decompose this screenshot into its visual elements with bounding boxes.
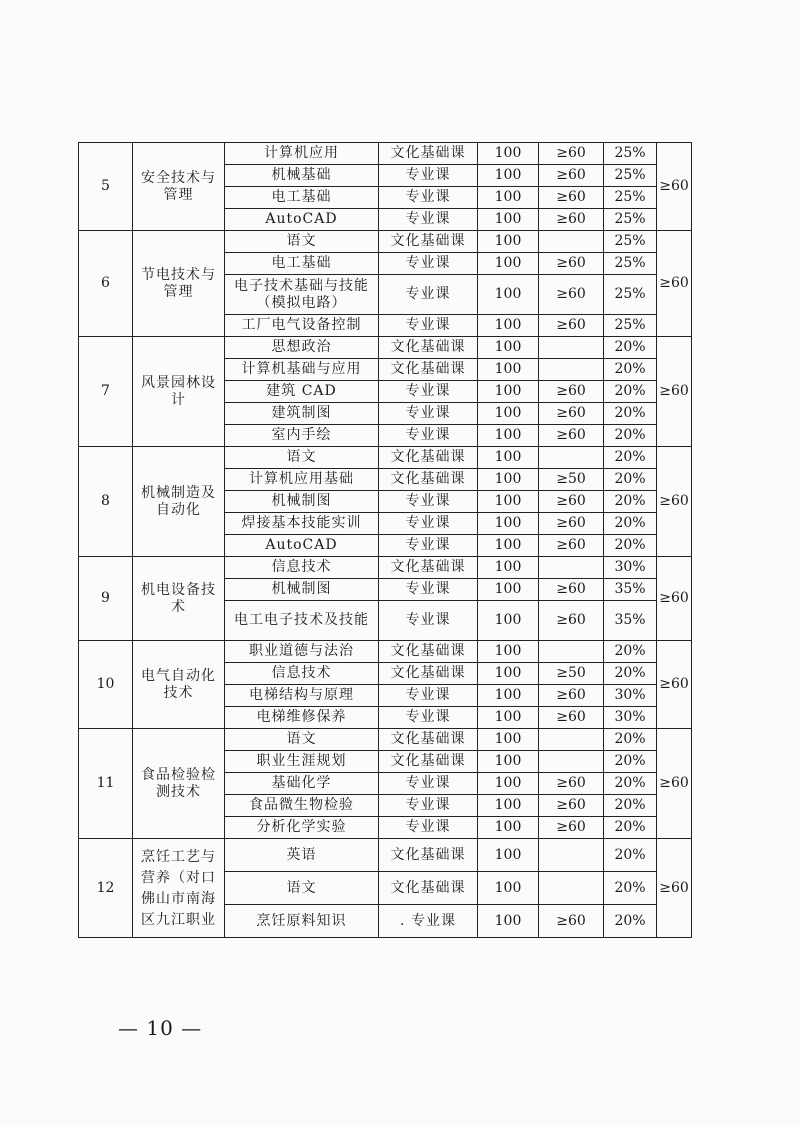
full-score: 100: [478, 905, 539, 938]
full-score: 100: [478, 663, 539, 685]
weight: 25%: [604, 187, 657, 209]
course-name: 信息技术: [225, 663, 379, 685]
full-score: 100: [478, 275, 539, 315]
pass-score: ≥60: [539, 773, 604, 795]
weight: 20%: [604, 403, 657, 425]
table-row: [79, 557, 692, 579]
overall-pass: ≥60: [657, 557, 692, 641]
course-type: 专业课: [379, 381, 478, 403]
full-score: 100: [478, 165, 539, 187]
score-table-body: [79, 143, 692, 938]
pass-score: ≥60: [539, 165, 604, 187]
weight: 20%: [604, 381, 657, 403]
weight: 20%: [604, 359, 657, 381]
weight: 20%: [604, 773, 657, 795]
full-score: 100: [478, 491, 539, 513]
major-name: 机械制造及自动化: [133, 447, 225, 557]
major-name: 烹饪工艺与营养（对口佛山市南海区九江职业: [133, 839, 225, 938]
table-row: [79, 447, 692, 469]
course-name: 职业道德与法治: [225, 641, 379, 663]
pass-score: ≥60: [539, 491, 604, 513]
course-name: 计算机应用: [225, 143, 379, 165]
pass-score: ≥60: [539, 579, 604, 601]
weight: 20%: [604, 337, 657, 359]
course-name: AutoCAD: [225, 535, 379, 557]
full-score: 100: [478, 839, 539, 872]
pass-score: [539, 231, 604, 253]
course-name: 语文: [225, 729, 379, 751]
course-type: 专业课: [379, 795, 478, 817]
course-type: 专业课: [379, 425, 478, 447]
course-type: 专业课: [379, 707, 478, 729]
course-type: 文化基础课: [379, 469, 478, 491]
full-score: 100: [478, 872, 539, 905]
course-name: 机械基础: [225, 165, 379, 187]
pass-score: ≥50: [539, 469, 604, 491]
course-type: 专业课: [379, 601, 478, 641]
course-name: 机械制图: [225, 579, 379, 601]
weight: 30%: [604, 707, 657, 729]
weight: 25%: [604, 143, 657, 165]
row-number: 5: [79, 143, 133, 231]
pass-score: ≥60: [539, 315, 604, 337]
full-score: 100: [478, 557, 539, 579]
course-type: 文化基础课: [379, 751, 478, 773]
weight: 25%: [604, 315, 657, 337]
weight: 20%: [604, 513, 657, 535]
full-score: 100: [478, 641, 539, 663]
weight: 30%: [604, 685, 657, 707]
course-name: 建筑制图: [225, 403, 379, 425]
weight: 20%: [604, 839, 657, 872]
row-number: 7: [79, 337, 133, 447]
course-name: 电子技术基础与技能（模拟电路）: [225, 275, 379, 315]
course-type: 专业课: [379, 817, 478, 839]
pass-score: [539, 447, 604, 469]
course-type: 专业课: [379, 187, 478, 209]
pass-score: [539, 839, 604, 872]
overall-pass: ≥60: [657, 641, 692, 729]
overall-pass: ≥60: [657, 337, 692, 447]
row-number: 11: [79, 729, 133, 839]
pass-score: ≥60: [539, 187, 604, 209]
full-score: 100: [478, 231, 539, 253]
pass-score: [539, 557, 604, 579]
full-score: 100: [478, 315, 539, 337]
course-name: 基础化学: [225, 773, 379, 795]
pass-score: ≥60: [539, 381, 604, 403]
major-name: 风景园林设计: [133, 337, 225, 447]
row-number: 12: [79, 839, 133, 938]
full-score: 100: [478, 143, 539, 165]
weight: 20%: [604, 751, 657, 773]
course-name: 食品微生物检验: [225, 795, 379, 817]
course-name: 电工基础: [225, 187, 379, 209]
page-number: — 10 —: [118, 1016, 203, 1040]
overall-pass: ≥60: [657, 231, 692, 337]
weight: 25%: [604, 253, 657, 275]
course-name: 语文: [225, 231, 379, 253]
table-row: [79, 641, 692, 663]
full-score: 100: [478, 403, 539, 425]
course-type: 专业课: [379, 579, 478, 601]
weight: 35%: [604, 579, 657, 601]
full-score: 100: [478, 817, 539, 839]
course-name: 英语: [225, 839, 379, 872]
course-name: 电梯结构与原理: [225, 685, 379, 707]
major-name: 安全技术与管理: [133, 143, 225, 231]
course-name: 语文: [225, 872, 379, 905]
pass-score: ≥60: [539, 795, 604, 817]
pass-score: ≥60: [539, 425, 604, 447]
course-type: 文化基础课: [379, 872, 478, 905]
table-row: [79, 839, 692, 872]
full-score: 100: [478, 751, 539, 773]
major-name: 食品检验检测技术: [133, 729, 225, 839]
weight: 20%: [604, 425, 657, 447]
course-type: 文化基础课: [379, 231, 478, 253]
weight: 25%: [604, 231, 657, 253]
weight: 25%: [604, 165, 657, 187]
course-name: 电工电子技术及技能: [225, 601, 379, 641]
full-score: 100: [478, 513, 539, 535]
course-type: 文化基础课: [379, 337, 478, 359]
course-type: 文化基础课: [379, 557, 478, 579]
course-name: AutoCAD: [225, 209, 379, 231]
pass-score: ≥60: [539, 601, 604, 641]
full-score: 100: [478, 601, 539, 641]
weight: 20%: [604, 447, 657, 469]
full-score: 100: [478, 795, 539, 817]
pass-score: ≥60: [539, 275, 604, 315]
course-type: 文化基础课: [379, 663, 478, 685]
course-name: 信息技术: [225, 557, 379, 579]
pass-score: ≥60: [539, 707, 604, 729]
score-table: [78, 142, 692, 938]
course-name: 建筑 CAD: [225, 381, 379, 403]
pass-score: ≥60: [539, 535, 604, 557]
row-number: 6: [79, 231, 133, 337]
course-type: 专业课: [379, 535, 478, 557]
course-type: 文化基础课: [379, 447, 478, 469]
pass-score: ≥60: [539, 905, 604, 938]
course-type: 专业课: [379, 513, 478, 535]
pass-score: ≥60: [539, 143, 604, 165]
course-type: 专业课: [379, 275, 478, 315]
course-name: 计算机基础与应用: [225, 359, 379, 381]
weight: 20%: [604, 469, 657, 491]
weight: 20%: [604, 641, 657, 663]
course-name: 焊接基本技能实训: [225, 513, 379, 535]
full-score: 100: [478, 359, 539, 381]
course-type: 专业课: [379, 253, 478, 275]
pass-score: [539, 641, 604, 663]
pass-score: ≥60: [539, 513, 604, 535]
course-type: 文化基础课: [379, 143, 478, 165]
full-score: 100: [478, 729, 539, 751]
pass-score: [539, 872, 604, 905]
course-type: 文化基础课: [379, 641, 478, 663]
full-score: 100: [478, 535, 539, 557]
weight: 20%: [604, 905, 657, 938]
pass-score: ≥60: [539, 685, 604, 707]
course-name: 烹饪原料知识: [225, 905, 379, 938]
full-score: 100: [478, 425, 539, 447]
pass-score: ≥60: [539, 817, 604, 839]
full-score: 100: [478, 685, 539, 707]
weight: 30%: [604, 557, 657, 579]
overall-pass: ≥60: [657, 143, 692, 231]
course-type: 文化基础课: [379, 839, 478, 872]
course-name: 职业生涯规划: [225, 751, 379, 773]
weight: 20%: [604, 872, 657, 905]
course-type: 专业课: [379, 491, 478, 513]
pass-score: ≥60: [539, 253, 604, 275]
course-name: 机械制图: [225, 491, 379, 513]
full-score: 100: [478, 773, 539, 795]
weight: 35%: [604, 601, 657, 641]
course-type: . 专业课: [379, 905, 478, 938]
overall-pass: ≥60: [657, 839, 692, 938]
course-name: 电工基础: [225, 253, 379, 275]
course-name: 室内手绘: [225, 425, 379, 447]
weight: 20%: [604, 535, 657, 557]
table-row: [79, 143, 692, 165]
major-name: 节电技术与管理: [133, 231, 225, 337]
weight: 20%: [604, 817, 657, 839]
weight: 20%: [604, 663, 657, 685]
course-type: 专业课: [379, 315, 478, 337]
pass-score: [539, 751, 604, 773]
full-score: 100: [478, 337, 539, 359]
full-score: 100: [478, 447, 539, 469]
weight: 25%: [604, 275, 657, 315]
full-score: 100: [478, 209, 539, 231]
weight: 25%: [604, 209, 657, 231]
course-name: 思想政治: [225, 337, 379, 359]
full-score: 100: [478, 469, 539, 491]
full-score: 100: [478, 381, 539, 403]
row-number: 8: [79, 447, 133, 557]
pass-score: [539, 729, 604, 751]
course-type: 文化基础课: [379, 729, 478, 751]
weight: 20%: [604, 491, 657, 513]
course-type: 文化基础课: [379, 359, 478, 381]
course-type: 专业课: [379, 685, 478, 707]
row-number: 10: [79, 641, 133, 729]
course-type: 专业课: [379, 773, 478, 795]
course-name: 语文: [225, 447, 379, 469]
pass-score: ≥60: [539, 403, 604, 425]
table-row: [79, 337, 692, 359]
course-name: 电梯维修保养: [225, 707, 379, 729]
course-type: 专业课: [379, 403, 478, 425]
course-type: 专业课: [379, 165, 478, 187]
full-score: 100: [478, 579, 539, 601]
course-name: 分析化学实验: [225, 817, 379, 839]
overall-pass: ≥60: [657, 447, 692, 557]
course-type: 专业课: [379, 209, 478, 231]
pass-score: ≥60: [539, 209, 604, 231]
full-score: 100: [478, 707, 539, 729]
major-name: 机电设备技术: [133, 557, 225, 641]
full-score: 100: [478, 253, 539, 275]
weight: 20%: [604, 729, 657, 751]
table-row: [79, 729, 692, 751]
major-name: 电气自动化技术: [133, 641, 225, 729]
pass-score: [539, 337, 604, 359]
row-number: 9: [79, 557, 133, 641]
pass-score: ≥50: [539, 663, 604, 685]
course-name: 计算机应用基础: [225, 469, 379, 491]
full-score: 100: [478, 187, 539, 209]
pass-score: [539, 359, 604, 381]
table-row: [79, 231, 692, 253]
overall-pass: ≥60: [657, 729, 692, 839]
course-name: 工厂电气设备控制: [225, 315, 379, 337]
weight: 20%: [604, 795, 657, 817]
